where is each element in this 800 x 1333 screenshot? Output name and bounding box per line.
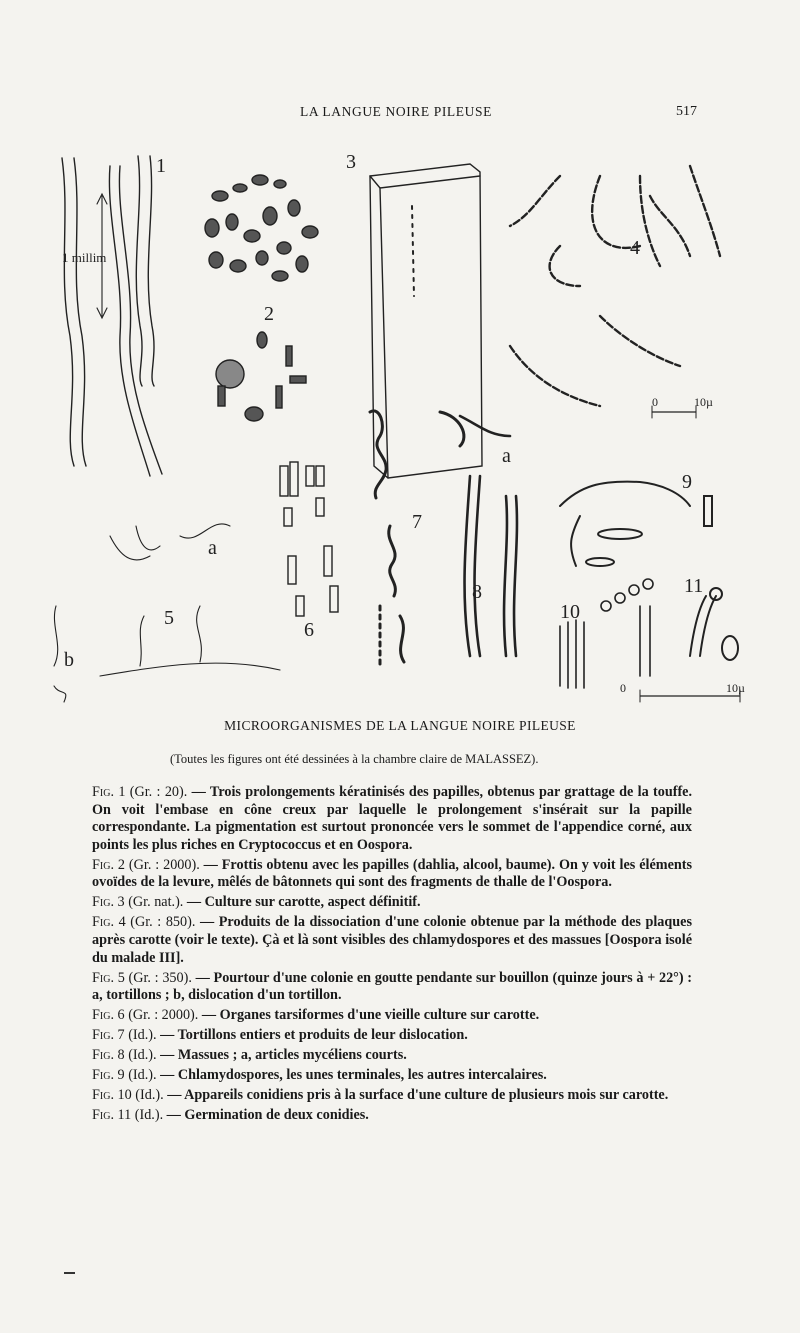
fig10-scale-zero: 0 [620, 681, 626, 695]
legend-entry-fig2: Fig. 2 (Gr. : 2000). — Frottis obtenu avec les papilles (dahlia, alcool, baume). On y voit les éléments ovoïdes de la levure, mêlés de bâtonnets qui sont des fragments de thalle de l'Oospora. [92, 856, 693, 891]
figure-legend [92, 784, 692, 1127]
fig5-a-label: a [208, 537, 217, 559]
fig11-number: 11 [684, 575, 704, 597]
legend-entry-fig5: Fig. 5 (Gr. : 350). — Pourtour d'une colonie en goutte pendante sur bouillon (quinze jours à + 22°) : a, tortillons ; b, dislocation d'un tortillon. [92, 969, 693, 1004]
fig3-number: 3 [346, 151, 356, 173]
fig10-scale-value: 10µ [726, 681, 745, 695]
fig6-tarsiform-organs [280, 462, 338, 616]
fig7-number: 7 [412, 511, 422, 533]
fig6-number: 6 [304, 619, 314, 641]
page-number: 517 [676, 104, 697, 119]
legend-entry-fig3: Fig. 3 (Gr. nat.). — Culture sur carotte, aspect définitif. [92, 894, 421, 911]
fig5-b-label: b [64, 649, 74, 671]
figure-note: (Toutes les figures ont été dessinées à la chambre claire de MALASSEZ). [170, 752, 539, 766]
fig3-carrot-culture [370, 164, 482, 478]
legend-entry-fig6: Fig. 6 (Gr. : 2000). — Organes tarsiformes d'une vieille culture sur carotte. [92, 1007, 540, 1024]
fig4-number: 4 [630, 237, 640, 259]
figure-plate [40, 136, 770, 706]
plate-drawing [40, 136, 770, 706]
fig2-yeast-cells [205, 175, 318, 421]
legend-entry-fig7: Fig. 7 (Id.). — Tortillons entiers et produits de leur dislocation. [92, 1027, 468, 1044]
fig9-chlamydospores [560, 482, 712, 566]
fig1-scale-label: 1 millim [62, 250, 107, 265]
running-title: LA LANGUE NOIRE PILEUSE [300, 104, 492, 119]
fig10-conidial-apparatus [560, 579, 653, 688]
fig4-scale-zero: 0 [652, 395, 658, 409]
fig9-number: 9 [682, 471, 692, 493]
legend-entry-fig9: Fig. 9 (Id.). — Chlamydospores, les unes terminales, les autres intercalaires. [92, 1067, 547, 1084]
fig1-filaments [62, 156, 162, 476]
legend-entry-fig11: Fig. 11 (Id.). — Germination de deux conidies. [92, 1107, 369, 1123]
fig7-tortillons [370, 411, 464, 666]
fig8-number: 8 [472, 581, 482, 603]
figure-caption: MICROORGANISMES DE LA LANGUE NOIRE PILEUSE [224, 718, 576, 733]
fig4-scale-value: 10µ [694, 395, 713, 409]
fig5-number: 5 [164, 607, 174, 629]
legend-entry-fig10: Fig. 10 (Id.). — Appareils conidiens pris à la surface d'une culture de plusieurs mois sur carotte. [92, 1087, 669, 1104]
fig10-number: 10 [560, 601, 580, 623]
fig1-number: 1 [156, 155, 166, 177]
margin-mark [64, 1272, 75, 1274]
fig8-a-label: a [502, 445, 511, 467]
legend-entry-fig4: Fig. 4 (Gr. : 850). — Produits de la dissociation d'une colonie obtenue par la méthode des plaques après carotte (voir le texte). Çà et là sont visibles des chlamydospores et des massues [Oospora isolé du malade III]. [92, 914, 692, 966]
fig11-germinating-conidia [690, 588, 738, 660]
legend-entry-fig1: Fig. 1 (Gr. : 20). — Trois prolongements kératinisés des papilles, obtenus par grattage de la touffe. On voit l'embase en cône creux par laquelle le prolongement s'insérait sur la papille correspondante. La pigmentation est surtout prononcée vers le sommet de l'appendice corné, aux points les plus riches en Cryptococcus et en Oospora. [92, 784, 693, 853]
page-header [0, 104, 800, 124]
fig2-number: 2 [264, 303, 274, 325]
fig4-filaments [510, 166, 720, 406]
legend-entry-fig8: Fig. 8 (Id.). — Massues ; a, articles mycéliens courts. [92, 1047, 407, 1064]
